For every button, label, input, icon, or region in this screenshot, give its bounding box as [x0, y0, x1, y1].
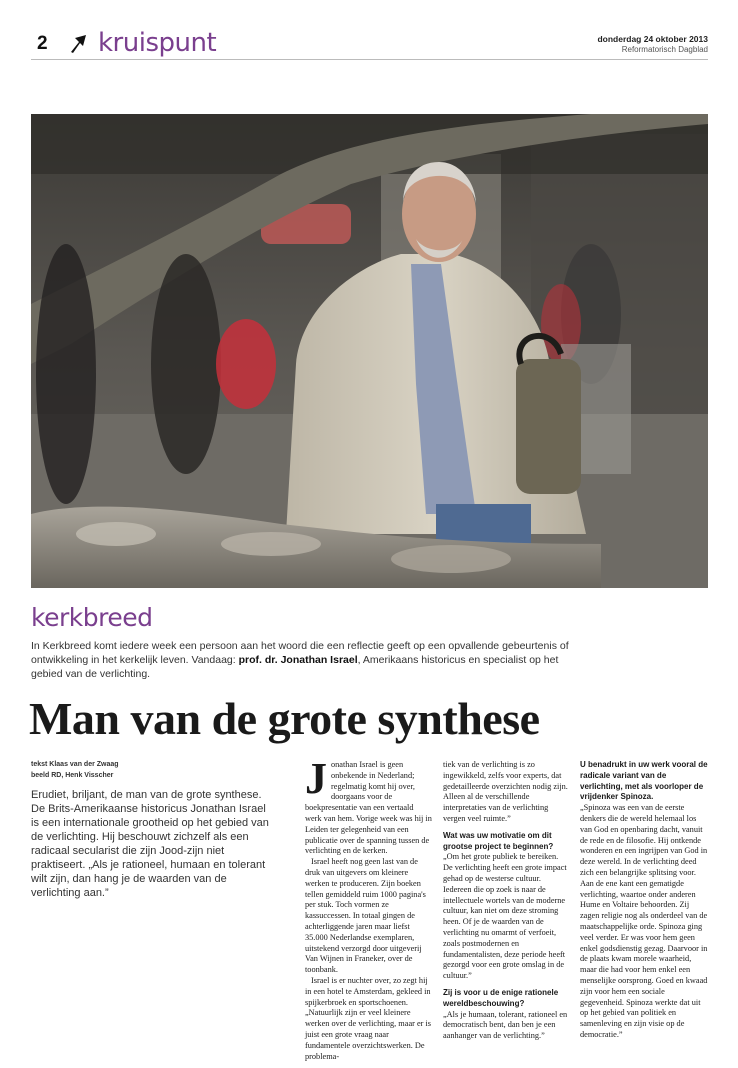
dropcap: J [305, 754, 327, 803]
article-paragraph: onathan Israel is geen onbekende in Nederland; regelmatig komt hij over, doorgaans voor de boekpresentatie van een vertaald werk van hem. Vorige week was hij in Leiden ter gelegenheid van een publicatie over de spanning tussen de verlichting en de kerken. [305, 760, 432, 856]
kicker-title: kerkbreed [31, 603, 153, 632]
article-paragraph: Israel heeft nog geen last van de druk van uitgevers om kleinere werken te produceren. Zijn boeken tellen gemiddeld ruim 1000 pagina's per stuk. Toch vormen ze kassuccessen. In totaal gingen de achterliggende jaren maar liefst 35.000 Nederlandse exemplaren, uitstekend verzorgd door uitgeverij Van Wijnen in Franeker, over de toonbank. [305, 857, 426, 975]
page-header [31, 28, 708, 60]
page-number: 2 [37, 33, 48, 54]
issue-date: donderdag 24 oktober 2013 [597, 34, 708, 44]
intro-before: In Kerkbreed komt iedere week een persoon aan het woord die een reflectie geeft op een opvallende gebeurtenis of ontwikkeling in het kerkelijk leven. Vandaag: [31, 640, 569, 666]
credit-text: tekst Klaas van der Zwaag [31, 761, 119, 768]
interview-question: Wat was uw motivatie om dit grootse project te beginnen? [443, 830, 554, 851]
interview-question: U benadrukt in uw werk vooral de radicale variant van de verlichting, met als voorloper de vrijdenker Spinoza. [580, 760, 708, 802]
article-paragraph: „Als je humaan, tolerant, rationeel en democratisch bent, dan ben je een aanhanger van de verlichting.” [443, 1009, 568, 1041]
article-paragraph: Israel is er nuchter over, zo zegt hij in een hotel te Amsterdam, gekleed in spijkerbroek en sportschoenen. „Natuurlijk zijn er veel kleinere werken over de verlichting, maar er is juist een grote vraag naar fundamentele overzichtswerken. De problema- [305, 975, 432, 1061]
portrait-photo [31, 114, 708, 588]
interview-question: Zij is voor u de enige rationele wereldbeschouwing? [443, 987, 559, 1008]
article-column-3 [580, 760, 708, 1041]
intro-text [31, 639, 571, 681]
article-paragraph: „Spinoza was een van de eerste denkers die de wereld helemaal los van God en openbaring dacht, vanuit de rede en de filosofie. Hij ontkende wonderen en een ingrijpen van God in deze wereld. In de verlichting deed zich een belangrijke splitsing voor. Aan de ene kant een gematigde verlichting, waartoe onder anderen Hume en Voltaire behoorden. Zij zagen religie nog als onderdeel van de maatschappelijke orde. Spinoza ging veel verder. Er was voor hem geen enkel godsdienstig gezag. Daarvoor in de plaats kwam morele waarheid, maar die had voor hem enkel een menselijke oorsprong. Goed en kwaad zijn voor hem een sociale gegevenheid. Spinoza werkte dat uit op het gebied van politiek en samenleving en zijn visie op de democratie.” [580, 803, 708, 1039]
article-paragraph: tiek van de verlichting is zo ingewikkeld, zelfs voor experts, dat gedetailleerde overzichten nodig zijn. Alleen al de verschillende interpretaties van de verlichting vergen veel ruimte.” [443, 760, 568, 823]
headline: Man van de grote synthese [29, 693, 540, 744]
section-title: kruispunt [98, 28, 217, 58]
credit-photo: beeld RD, Henk Visscher [31, 772, 114, 779]
newspaper-name: Reformatorisch Dagblad [621, 45, 708, 54]
photo-illustration [31, 114, 708, 588]
article-paragraph: „Om het grote publiek te bereiken. De verlichting heeft een grote impact gehad op de westerse cultuur. Iedereen die op zoek is naar de intellectuele wortels van de moderne cultuur, kan niet om deze stroming heen. Of je de waarden van de verlichting nu omarmt of verfoeit, zoals postmodernen en fundamentalisten, deze periode heeft gezorgd voor een grote omslag in de cultuur.” [443, 852, 567, 981]
lead-paragraph: Erudiet, briljant, de man van de grote synthese. De Brits-Amerikaanse historicus Jonathan Israel is een internationale grootheid op het gebied van de verlichting. Hij beschouwt zichzelf als een radicaal secularist die zijn Jood-zijn niet praktiseert. „Als je rationeel, humaan en tolerant wilt zijn, dan hang je de waarden van de verlichting aan.” [31, 789, 269, 899]
intro-after: , Amerikaans historicus en specialist op het gebied van de verlichting. [31, 654, 559, 680]
article-column-1 [305, 754, 432, 1062]
intro-name: prof. dr. Jonathan Israel [238, 654, 358, 666]
crossroads-arrow-icon [69, 32, 89, 54]
article-column-2 [443, 760, 568, 1042]
